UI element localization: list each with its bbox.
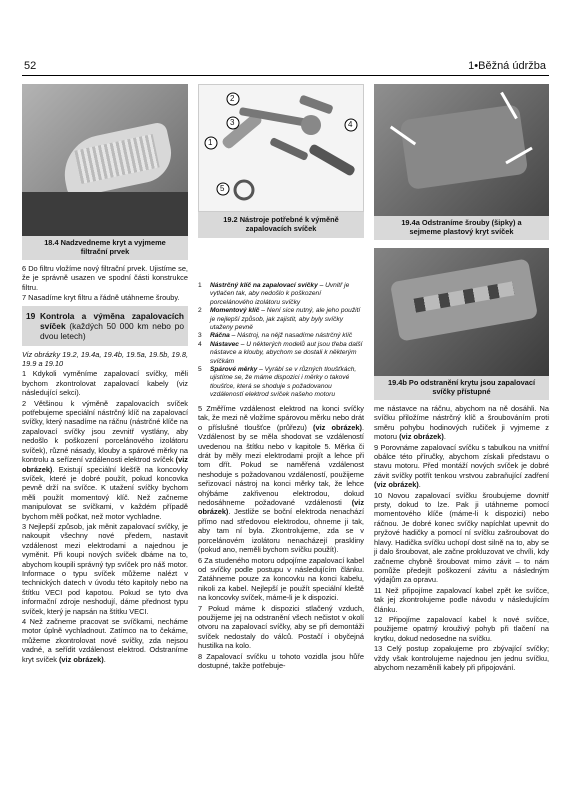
paragraph: 6 Do filtru vložíme nový filtrační prvek. Ujistíme se, že je správně usazen ve spodní části konstrukce filtru. [22, 264, 188, 292]
text-column-1 [22, 264, 188, 665]
paragraph: 7 Nasadíme kryt filtru a řádně utáhneme šrouby. [22, 293, 180, 303]
tool-label-1: 1 [208, 138, 213, 147]
paragraph: 11 Než připojíme zapalovací kabel zpět ke svíčce, tak jej zkontrolujeme podle návodu v následujícím článku. [374, 585, 549, 614]
text-column-3 [374, 404, 549, 673]
legend-item: 4 Nástavec – U některých modelů aut jsou třeba další nástavce a klouby, abychom se dostali k některým svíčkám [198, 340, 363, 365]
photo-spark-plugs-exposed [374, 248, 549, 376]
paragraph: 9 Porovnáme zapalovací svíčku s tabulkou na vnitřní obálce této příručky, abychom získali představu o stavu motoru. Před montáží nových svíček je dobré závit svíčky potřít tenkou vrstvou zabraňující zadření (viz obrázek). [374, 442, 549, 490]
tool-label-4: 4 [348, 120, 353, 129]
paragraph: 10 Novou zapalovací svíčku šroubujeme dovnitř prsty, dokud to lze. Pak ji utáhneme pomocí momentového klíče (máme-li k dispozici) nebo ráčnou. Je dobré konec svíčky napíchlat upevnit do pryžové hadičky a pomocí ní svíčku zašroubovat do hlavy. Hadička svíčku uchopí dost silně na to, aby se ji dalo šroubovat, ale začne prokluzovat ve chvíli, kdy začneme chybně šroubovat mimo závit – to nám pomůže předejít poškození závitu a následným výdajům za opravu. [374, 490, 549, 585]
paragraph: 7 Pokud máme k dispozici stlačený vzduch, použijeme jej na odstranění všech nečistot v okolí otvoru na zapalovací svíčky, aby se při demontáži svíček nedostaly do válců. Postačí i obyčejná hustilka na kolo. [198, 603, 364, 651]
paragraph: 12 Připojíme zapalovací kabel k nové svíčce, použijeme opatrný krouživý pohyb při tlačení na krytku, dokud nedosedne na svíčku. [374, 614, 549, 643]
paragraph: me nástavce na ráčnu, abychom na ně dosáhli. Na svíčku přiložíme nástrčný klíč a šroubováním proti směru pohybu hodinových ručiček ji vyjmeme z motoru (viz obrázek). [374, 404, 549, 442]
paragraph: 5 Změříme vzdálenost elektrod na konci svíčky tak, že mezi ně vložíme spárovou měrku nebo drát o příslušné tloušťce (průřezu) (viz obrázek). Vzdálenost by se měla shodovat se vzdáleností uvedenou na štítku nebo v kapitole 5. Měrka či drát by měly mezi elektrodami projít a lehce při tom dřít. Pokud se naměřená vzdálenost neshoduje s požadovanou vzdáleností, použijeme seřizovací nástroj na konci měrky tak, že lehce ohýbáme zakřivenou elektrodou, dokud nedosáhneme požadované vzdálenosti (viz obrázek). Jestliže se boční elektroda nenachází přímo nad středovou elektrodou, ohneme ji tak, aby tam ní byla. Zkontrolujeme, zda se v porcelánovém izolátoru nenacházejí praskliny (pokud ano, neměli bychom svíčku použít). [198, 404, 365, 555]
header-rule [22, 75, 549, 76]
paragraph: 4 Než začneme pracovat se svíčkami, necháme motor úplně vychladnout. Zatímco na to čekáme, můžeme zkontrolovat nové svíčky, zda nejsou vadné, a seřídit vzdálenost elektrod. Odstraníme kryt svíček (viz obrázek). [22, 617, 188, 664]
caption-19-2: 19.2 Nástroje potřebné k výměně zapalovacích svíček [198, 212, 364, 238]
paragraph: 1 Kdykoli vyměníme zapalovací svíčky, měli bychom zkontrolovat zapalovací kabely (viz následující sekci). [22, 369, 188, 398]
photo-spark-plug-cover [374, 84, 549, 216]
paragraph: 2 Většinou k výměně zapalovacích svíček potřebujeme speciální nástrčný klíč na zapalovací svíčky, který nasadíme na ráčnu (nástrčné klíče na zapalovací svíčky jsou zevnitř vystlány, aby nedošlo k poškození porcelánového izolátoru svíček), různé násady, klouby a spárové měrky na kontrolu a seřízení vzdálenosti elektrod svíček (viz obrázek). Existují speciální klešťě na koncovky svíček, které je dobré použít, pokud koncovka pevně drží na svíčce. K utažení svíčky bychom měli použít momentový klíč. Než začneme manipulovat se svíčkami, v každém případě bychom měli počkat, než motor vychladne. [22, 398, 188, 521]
photo-air-filter [22, 84, 188, 236]
legend-item: 5 Spárové měrky – Vyrábí se v různých tloušťkách, ujistíme se, že máme dispozici i měrky o takové tloušťce, která se shoduje s požadovanou vzdáleností elektrod svíček našeho motoru [198, 366, 357, 399]
paragraph: 3 Nejlepší způsob, jak měnit zapalovací svíčky, je nakoupit všechny nové předem, nastavit vzdálenost mezi elektrodami a najednou je vyměnit. Při koupi nových svíček dbáme na to, abychom koupili správný typ svíček pro náš motor. Informace o typu svíček můžeme nalézt v technických datech v úvodu této kapitoly nebo na štítku VECI pod kapotou. Pokud se tyto dva informační zdroje neshodují, dáme přednost typu svíček, který je napsán na štítku VECI. [22, 521, 188, 616]
text-column-2 [198, 404, 364, 671]
paragraph: 13 Celý postup zopakujeme pro zbývající svíčky; vždy však kontrolujeme najednou jen jednu svíčku, abychom nezaměnili kabely při připojování. [374, 644, 549, 672]
figure-reference: Viz obrázky 19.2, 19.4a, 19.4b, 19.5a, 19.5b, 19.8, 19.9 a 19.10 [22, 349, 188, 369]
caption-19-4b: 19.4b Po odstranění krytu jsou zapalovací svíčky přístupné [374, 376, 549, 400]
legend-item: 3 Ráčna – Nástroj, na nějž nasadíme nástrčný klíč [198, 332, 353, 340]
caption-19-4a: 19.4a Odstraníme šrouby (šipky) a sejmeme plastový kryt svíček [374, 216, 549, 240]
section-heading: 19 Kontrola a výměna zapalovacích svíček (každých 50 000 km nebo po dvou letech) [22, 306, 188, 346]
tool-label-2: 2 [230, 94, 235, 103]
tool-label-3: 3 [230, 118, 235, 127]
legend-item: 1 Nástrčný klíč na zapalovací svíčky – Uvnitř je vytlačen tak, aby nedošlo k poškození porcelánového izolátoru svíčky [198, 282, 350, 306]
paragraph: 8 Zapalovací svíčku u tohoto vozidla jsou hůře dostupné, takže potřebuje- [198, 651, 364, 670]
legend-item: 2 Momentový klíč – Není sice nutný, ale jeho použití je nejlepší způsob, jak zajistit, aby byly svíčky utaženy pevně [198, 307, 361, 332]
photo-spark-plug-tools [198, 84, 364, 212]
chapter-title: 1•Běžná údržba [468, 60, 546, 72]
caption-18-4: 18.4 Nadzvedneme kryt a vyjmeme filtrační prvek [22, 236, 188, 260]
paragraph: 6 Za studeného motoru odpojíme zapalovací kabel od svíčky podle postupu v následujícím článku. Zatáhneme pouze za koncovku na konci kabelu, nikoli za kabel. Nejlepší je použít speciální kleště na koncovky svíček, máme-li je k dispozici. [198, 555, 364, 603]
page-number: 52 [24, 60, 37, 72]
tool-label-5: 5 [220, 184, 225, 193]
tools-legend [198, 282, 364, 400]
